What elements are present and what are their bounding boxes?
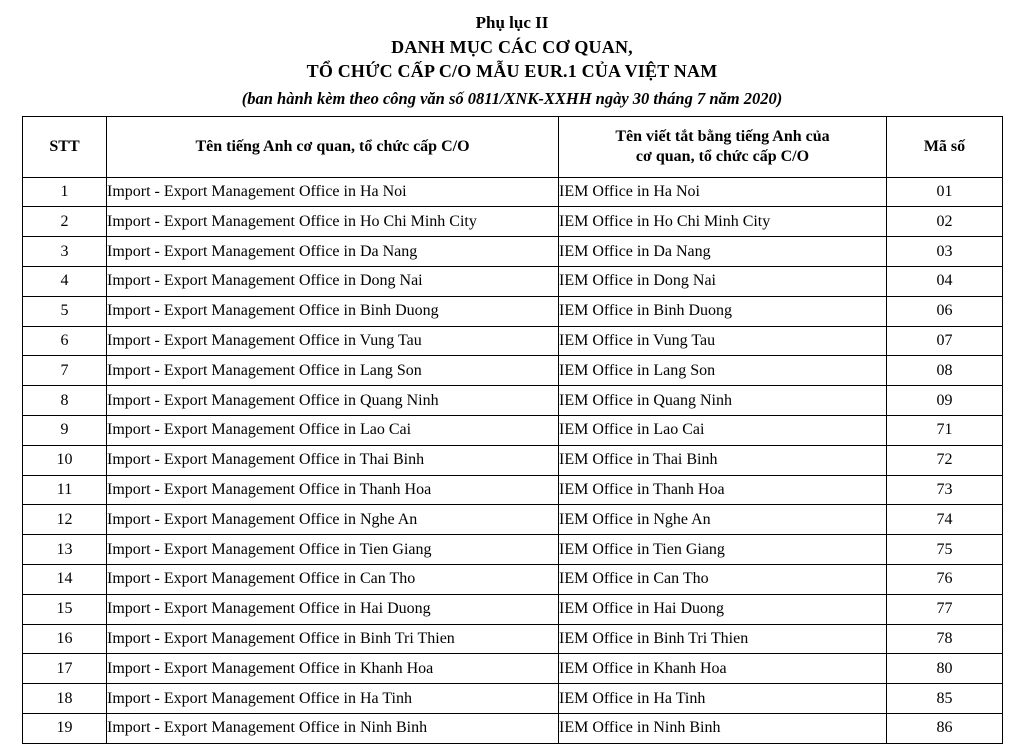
cell-organization-abbreviation: IEM Office in Quang Ninh — [559, 386, 887, 416]
cell-organization-name: Import - Export Management Office in Binh Duong — [107, 296, 559, 326]
appendix-label: Phụ lục II — [475, 13, 549, 32]
cell-code: 08 — [887, 356, 1003, 386]
cell-organization-name: Import - Export Management Office in Tien Giang — [107, 535, 559, 565]
cell-organization-abbreviation: IEM Office in Ho Chi Minh City — [559, 207, 887, 237]
cell-organization-name: Import - Export Management Office in Binh Tri Thien — [107, 624, 559, 654]
table-row — [23, 594, 1003, 624]
cell-code: 71 — [887, 416, 1003, 446]
cell-stt: 4 — [23, 267, 107, 297]
cell-code: 04 — [887, 267, 1003, 297]
table-row — [23, 267, 1003, 297]
cell-code: 77 — [887, 594, 1003, 624]
cell-stt: 10 — [23, 445, 107, 475]
column-header-stt: STT — [23, 116, 107, 177]
cell-code: 85 — [887, 684, 1003, 714]
column-header-code: Mã số — [887, 116, 1003, 177]
table-header-row — [23, 116, 1003, 177]
cell-stt: 7 — [23, 356, 107, 386]
cell-organization-abbreviation: IEM Office in Nghe An — [559, 505, 887, 535]
cell-code: 76 — [887, 564, 1003, 594]
cell-organization-abbreviation: IEM Office in Vung Tau — [559, 326, 887, 356]
cell-stt: 18 — [23, 684, 107, 714]
cell-organization-name: Import - Export Management Office in Da Nang — [107, 237, 559, 267]
cell-stt: 13 — [23, 535, 107, 565]
table-header — [23, 116, 1003, 177]
cell-code: 02 — [887, 207, 1003, 237]
table-row — [23, 505, 1003, 535]
cell-organization-abbreviation: IEM Office in Thanh Hoa — [559, 475, 887, 505]
cell-stt: 6 — [23, 326, 107, 356]
cell-code: 03 — [887, 237, 1003, 267]
cell-stt: 9 — [23, 416, 107, 446]
table-row — [23, 445, 1003, 475]
cell-code: 09 — [887, 386, 1003, 416]
cell-code: 73 — [887, 475, 1003, 505]
table-row — [23, 386, 1003, 416]
column-header-name: Tên tiếng Anh cơ quan, tổ chức cấp C/O — [107, 116, 559, 177]
cell-stt: 16 — [23, 624, 107, 654]
cell-organization-name: Import - Export Management Office in Nghe An — [107, 505, 559, 535]
cell-stt: 5 — [23, 296, 107, 326]
cell-stt: 15 — [23, 594, 107, 624]
table-row — [23, 326, 1003, 356]
table-body — [23, 177, 1003, 743]
cell-organization-abbreviation: IEM Office in Can Tho — [559, 564, 887, 594]
cell-organization-name: Import - Export Management Office in Lao Cai — [107, 416, 559, 446]
cell-organization-abbreviation: IEM Office in Lang Son — [559, 356, 887, 386]
cell-organization-abbreviation: IEM Office in Da Nang — [559, 237, 887, 267]
cell-stt: 12 — [23, 505, 107, 535]
cell-stt: 1 — [23, 177, 107, 207]
cell-stt: 2 — [23, 207, 107, 237]
cell-organization-name: Import - Export Management Office in Quang Ninh — [107, 386, 559, 416]
table-row — [23, 654, 1003, 684]
table-row — [23, 296, 1003, 326]
cell-organization-name: Import - Export Management Office in Ha Noi — [107, 177, 559, 207]
table-row — [23, 475, 1003, 505]
cell-organization-abbreviation: IEM Office in Dong Nai — [559, 267, 887, 297]
table-row — [23, 684, 1003, 714]
cell-organization-name: Import - Export Management Office in Can Tho — [107, 564, 559, 594]
cell-code: 78 — [887, 624, 1003, 654]
cell-organization-name: Import - Export Management Office in Thai Binh — [107, 445, 559, 475]
cell-organization-abbreviation: IEM Office in Thai Binh — [559, 445, 887, 475]
table-row — [23, 713, 1003, 743]
cell-code: 75 — [887, 535, 1003, 565]
cell-code: 01 — [887, 177, 1003, 207]
cell-organization-abbreviation: IEM Office in Khanh Hoa — [559, 654, 887, 684]
column-header-abbreviation-line-1: Tên viết tắt bằng tiếng Anh của — [615, 127, 830, 145]
column-header-abbreviation-line-2: cơ quan, tổ chức cấp C/O — [635, 147, 810, 165]
cell-organization-abbreviation: IEM Office in Binh Tri Thien — [559, 624, 887, 654]
table-row — [23, 177, 1003, 207]
document-title-line-1: DANH MỤC CÁC CƠ QUAN, — [391, 36, 633, 57]
table-row — [23, 416, 1003, 446]
cell-code: 07 — [887, 326, 1003, 356]
cell-stt: 19 — [23, 713, 107, 743]
cell-organization-name: Import - Export Management Office in Khanh Hoa — [107, 654, 559, 684]
cell-organization-abbreviation: IEM Office in Hai Duong — [559, 594, 887, 624]
co-organizations-table — [22, 116, 1003, 744]
document-title-line-2: TỔ CHỨC CẤP C/O MẪU EUR.1 CỦA VIỆT NAM — [306, 61, 718, 82]
table-row — [23, 624, 1003, 654]
cell-code: 86 — [887, 713, 1003, 743]
cell-organization-name: Import - Export Management Office in Dong Nai — [107, 267, 559, 297]
cell-organization-name: Import - Export Management Office in Ho Chi Minh City — [107, 207, 559, 237]
table-row — [23, 356, 1003, 386]
cell-organization-name: Import - Export Management Office in Ninh Binh — [107, 713, 559, 743]
cell-code: 06 — [887, 296, 1003, 326]
cell-organization-abbreviation: IEM Office in Binh Duong — [559, 296, 887, 326]
table-row — [23, 207, 1003, 237]
cell-organization-name: Import - Export Management Office in Thanh Hoa — [107, 475, 559, 505]
column-header-abbreviation — [559, 116, 887, 177]
table-row — [23, 237, 1003, 267]
cell-organization-abbreviation: IEM Office in Ninh Binh — [559, 713, 887, 743]
cell-organization-abbreviation: IEM Office in Tien Giang — [559, 535, 887, 565]
cell-organization-name: Import - Export Management Office in Vung Tau — [107, 326, 559, 356]
cell-organization-name: Import - Export Management Office in Hai Duong — [107, 594, 559, 624]
cell-organization-abbreviation: IEM Office in Ha Tinh — [559, 684, 887, 714]
table-row — [23, 564, 1003, 594]
document-subtitle: (ban hành kèm theo công văn số 0811/XNK-XXHH ngày 30 tháng 7 năm 2020) — [241, 88, 783, 108]
cell-stt: 17 — [23, 654, 107, 684]
cell-organization-abbreviation: IEM Office in Lao Cai — [559, 416, 887, 446]
cell-organization-name: Import - Export Management Office in Lang Son — [107, 356, 559, 386]
cell-code: 80 — [887, 654, 1003, 684]
cell-stt: 3 — [23, 237, 107, 267]
cell-organization-name: Import - Export Management Office in Ha Tinh — [107, 684, 559, 714]
cell-organization-abbreviation: IEM Office in Ha Noi — [559, 177, 887, 207]
table-row — [23, 535, 1003, 565]
document-header — [22, 12, 1002, 110]
cell-code: 72 — [887, 445, 1003, 475]
cell-stt: 8 — [23, 386, 107, 416]
cell-stt: 14 — [23, 564, 107, 594]
cell-stt: 11 — [23, 475, 107, 505]
cell-code: 74 — [887, 505, 1003, 535]
